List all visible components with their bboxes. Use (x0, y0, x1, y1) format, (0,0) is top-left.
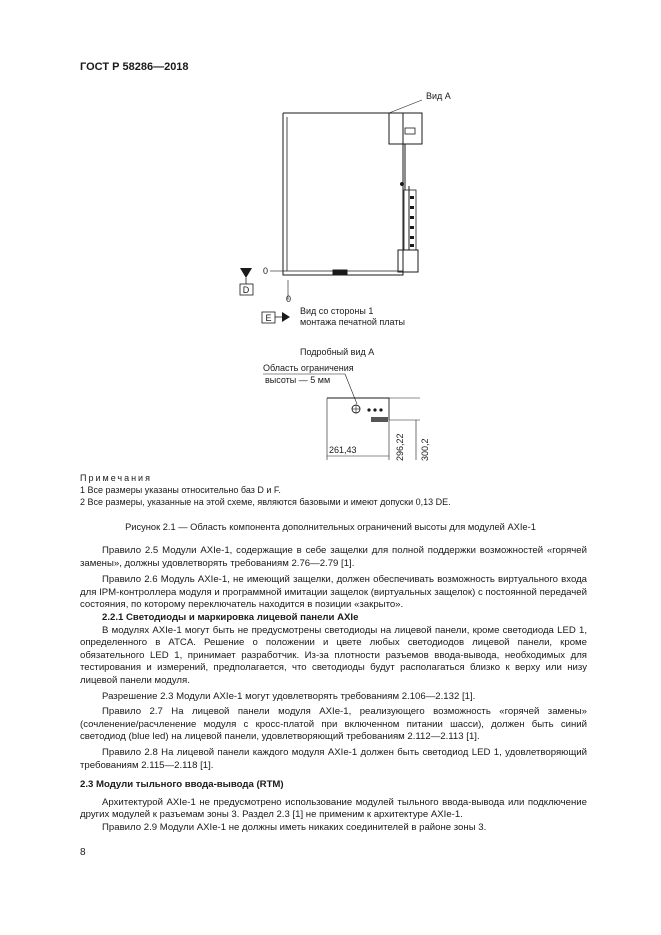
datum-d-arrow (240, 268, 252, 278)
document-code: ГОСТ Р 58286—2018 (80, 61, 189, 73)
height-restriction-area (371, 417, 388, 422)
dimension-300: 300,2 (420, 438, 430, 461)
rule-2-5: Правило 2.5 Модули AXIe-1, содержащие в себе защелки для полной поддержки возможностей «горячей замены», должны удовлетворять требованиям 2.76—2.79 [1]. (80, 545, 587, 569)
figure-notes (80, 472, 451, 508)
dimension-296: 296,22 (395, 433, 405, 461)
datum-e-label: E (265, 313, 272, 323)
side-view-label-2: монтажа печатной платы (300, 317, 405, 327)
rule-2-6: Правило 2.6 Модуль AXIe-1, не имеющий защелки, должен обеспечивать возможность виртуального входа для IPM-контроллера модуля и программной имитации защелок (виртуальных защелок) с постоянной передачей состояния, по которому переключатель находится в позиции «закрыто». (80, 574, 587, 611)
zero-label-1: 0 (263, 266, 269, 276)
board-outline (283, 113, 403, 275)
datum-e-arrow (282, 312, 290, 322)
notes-title: Примечания (80, 473, 152, 483)
note-1: 1 Все размеры указаны относительно баз D и F. (80, 485, 281, 495)
rule-2-8: Правило 2.8 На лицевой панели каждого модуля AXIe-1 должен быть светодиод LED 1, удовлетворяющий требованиям 2.115—2.118 [1]. (80, 746, 587, 771)
area-label-2: высоты — 5 мм (265, 375, 331, 385)
view-a-box (389, 113, 422, 144)
heading-2-3: 2.3 Модули тыльного ввода-вывода (RTM) (80, 779, 284, 790)
dimension-261: 261,43 (329, 445, 357, 455)
page-number: 8 (80, 847, 86, 858)
body-block-2 (80, 779, 587, 834)
rule-2-9: Правило 2.9 Модули AXIe-1 не должны иметь никаких соединителей в районе зоны 3. (102, 821, 487, 833)
front-panel-connectors (400, 182, 414, 247)
view-a-label: Вид А (426, 91, 451, 101)
rule-2-7: Правило 2.7 На лицевой панели модуля AXIe-1, реализующего возможность «горячей замены» (сочленение/расчленение модуля с кросс-платой при включенном питании шасси), должен быть синий светодиод (blue led) на лицевой панели, удовлетворяющий требованиям 2.112—2.113 [1]. (80, 706, 587, 743)
heading-2-2-1: 2.2.1 Светодиоды и маркировка лицевой панели AXIe (102, 611, 359, 623)
permission-2-3: Разрешение 2.3 Модули AXIe-1 могут удовлетворять требованиям 2.106—2.132 [1]. (102, 690, 476, 702)
note-2: 2 Все размеры, указанные на этой схеме, являются базовыми и имеют допуски 0,13 DE. (80, 497, 451, 507)
para-rtm: Архитектурой AXIe-1 не предусмотрено использование модулей тыльного ввода-вывода или подключение других модулей к разъемам зоны 3. Раздел 2.3 [1] не применим к архитектуре AXIe-1. (80, 796, 587, 821)
zero-label-2: 0 (286, 294, 292, 304)
detail-title: Подробный вид А (300, 347, 375, 357)
area-label-1: Область ограничения (263, 363, 354, 373)
datum-d-label: D (242, 285, 250, 295)
figure-caption: Рисунок 2.1 — Область компонента дополнительных ограничений высоты для модулей AXIe-1 (125, 522, 536, 532)
para-leds: В модулях AXIe-1 могут быть не предусмотрены светодиоды на лицевой панели, кроме светодиода LED 1, определенного в ATCA. Решение о положении и цвете любых светодиодов лицевой панели, кроме обязательного LED 1, принимает разработчик. Из-за плотности разъемов ввода-вывода, необходимых для тестирования и измерений, предполагается, что светодиоды будут располагаться близко к верху или низу лицевой панели модуля. (80, 624, 587, 686)
side-view-label-1: Вид со стороны 1 (300, 306, 374, 316)
body-block-1 (80, 545, 587, 772)
